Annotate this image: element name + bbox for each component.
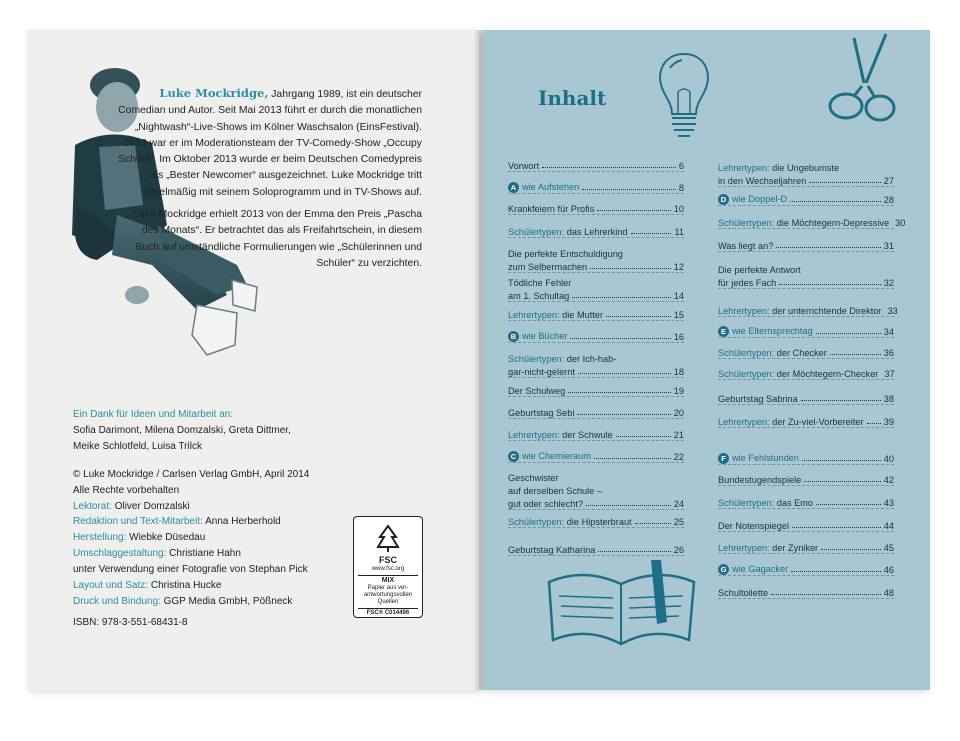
toc-entry-text: Geburtstag Sabrina bbox=[718, 394, 798, 404]
leader-dots bbox=[631, 232, 672, 234]
toc-page-number: 26 bbox=[673, 545, 684, 555]
leader-dots bbox=[816, 503, 881, 505]
leader-dots bbox=[606, 315, 671, 317]
leader-dots bbox=[577, 413, 670, 415]
toc-page-number: 42 bbox=[883, 475, 894, 485]
leader-dots bbox=[776, 246, 880, 248]
toc-entry bbox=[508, 405, 684, 419]
toc-entry-label bbox=[718, 417, 864, 427]
toc-entry bbox=[508, 224, 684, 238]
credit-druck: Druck und Bindung: GGP Media GmbH, Pößneck bbox=[73, 595, 293, 607]
toc-type-prefix: Schülertypen: bbox=[718, 218, 775, 228]
toc-entry bbox=[508, 351, 684, 378]
toc-entry-label bbox=[718, 521, 789, 531]
toc-entry-label bbox=[718, 543, 818, 553]
toc-entry bbox=[508, 180, 684, 194]
toc-entry bbox=[718, 518, 894, 532]
leader-dots bbox=[792, 526, 881, 528]
toc-entry-label bbox=[718, 348, 827, 358]
toc-entry bbox=[718, 391, 894, 405]
toc-entry-label bbox=[508, 486, 602, 496]
toc-entry-label bbox=[718, 564, 788, 575]
fsc-url: www.fsc.org bbox=[371, 566, 405, 572]
toc-page-number: 38 bbox=[883, 394, 894, 404]
rights: Alle Rechte vorbehalten bbox=[73, 484, 180, 496]
toc-entry bbox=[718, 160, 894, 187]
toc-entry-text: der Ich-hab- bbox=[566, 354, 617, 364]
leader-dots bbox=[597, 209, 670, 211]
thanks-line: Sofia Darimont, Milena Domzalski, Greta Dittmer, bbox=[73, 424, 291, 436]
toc-entry-label bbox=[718, 176, 806, 186]
toc-entry-label bbox=[718, 163, 839, 173]
toc-page-number: 40 bbox=[883, 454, 894, 464]
fsc-logo-icon bbox=[368, 523, 408, 553]
toc-entry bbox=[718, 215, 906, 229]
toc-type-prefix: Schülertypen: bbox=[508, 354, 565, 364]
toc-page-number: 25 bbox=[673, 517, 684, 527]
leader-dots bbox=[821, 548, 881, 550]
toc-entry bbox=[508, 514, 684, 528]
toc-entry bbox=[718, 366, 894, 380]
toc-entry bbox=[508, 246, 684, 273]
toc-entry bbox=[508, 427, 684, 441]
toc-entry-label bbox=[508, 249, 623, 259]
open-book-icon bbox=[539, 552, 704, 657]
toc-entry-label bbox=[508, 386, 565, 396]
toc-entry-text: Geburtstag Katharina bbox=[508, 545, 596, 555]
fsc-text: Quellen bbox=[377, 599, 399, 605]
toc-entry bbox=[718, 451, 894, 465]
toc-entry bbox=[718, 540, 894, 554]
credit-herstellung: Herstellung: Wiebke Düsedau bbox=[73, 532, 206, 544]
toc-entry-text: Der Schulweg bbox=[508, 386, 566, 396]
toc-page-number: 37 bbox=[884, 369, 895, 379]
toc-entry-label bbox=[718, 278, 776, 288]
toc-page-number: 48 bbox=[883, 588, 894, 598]
toc-entry-text: der Zu-viel-Vorbereiter bbox=[772, 417, 864, 427]
toc-entry-text: am 1. Schultag bbox=[508, 291, 570, 301]
toc-page-number: 21 bbox=[673, 430, 684, 440]
toc-title: Inhalt bbox=[538, 86, 607, 110]
toc-page-number: 43 bbox=[883, 498, 894, 508]
toc-entry-label bbox=[508, 430, 613, 440]
toc-entry-text: das Emo bbox=[776, 498, 814, 508]
toc-entry-text: Bundestugendspiele bbox=[718, 475, 802, 485]
toc-entry-label bbox=[718, 394, 798, 404]
toc-page-number: 44 bbox=[883, 521, 894, 531]
toc-entry-label bbox=[508, 331, 567, 342]
toc-entry-text: Geschwister bbox=[508, 473, 559, 483]
toc-type-prefix: Schülertypen: bbox=[718, 498, 775, 508]
toc-entry-text: wie Doppel-D bbox=[732, 193, 788, 204]
toc-entry-text: die Ungebumste bbox=[772, 163, 840, 173]
toc-page-number: 34 bbox=[883, 327, 894, 337]
toc-entry bbox=[508, 449, 684, 463]
toc-entry-text: gut oder schlecht? bbox=[508, 499, 584, 509]
toc-entry-label bbox=[508, 354, 616, 364]
toc-entry-text: der Checker bbox=[776, 348, 827, 358]
leader-dots bbox=[867, 422, 881, 424]
toc-type-prefix: Schülertypen: bbox=[508, 227, 565, 237]
toc-entry-label bbox=[718, 218, 889, 228]
toc-page-number: 20 bbox=[673, 408, 684, 418]
toc-page-number: 36 bbox=[883, 348, 894, 358]
toc-entry-label bbox=[508, 204, 594, 214]
bio-paragraph-1: Jahrgang 1989, ist ein deutscher Comedian und Autor. Seit Mai 2013 führt er durch die monatlichen „Nightwash“-Live-Shows im Kölner Waschsalon (EinsFestival). 2013 war er im Moderationsteam der TV-Comedy-Show „Occupy School“. Im Oktober 2013 wurde er beim Deutschen Comedypreis als „Bester Newcomer“ ausgezeichnet. Luke Mockridge tritt regelmäßig mit seinem Soloprogramm und in TV-Shows auf. bbox=[118, 89, 422, 198]
toc-page-number: 12 bbox=[673, 262, 684, 272]
toc-type-prefix: Schülertypen: bbox=[718, 348, 775, 358]
toc-entry bbox=[718, 345, 894, 359]
toc-entry-text: Geburtstag Sebi bbox=[508, 408, 575, 418]
toc-entry-label bbox=[508, 367, 575, 377]
credits bbox=[73, 407, 373, 610]
toc-entry bbox=[508, 201, 684, 215]
toc-page-number: 8 bbox=[678, 183, 684, 193]
fsc-logo bbox=[353, 516, 423, 618]
toc-entry-text: Der Notenspiegel bbox=[718, 521, 789, 531]
toc-entry-text: Was liegt an? bbox=[718, 241, 774, 251]
toc-page-number: 32 bbox=[883, 278, 894, 288]
toc-page-number: 39 bbox=[883, 417, 894, 427]
toc-entry bbox=[718, 495, 894, 509]
toc-entry-text: wie Chemieraum bbox=[522, 450, 591, 461]
toc-page-number: 19 bbox=[673, 386, 684, 396]
toc-entry-label bbox=[718, 306, 881, 316]
toc-type-prefix: Lehrertypen: bbox=[718, 417, 770, 427]
leader-dots bbox=[779, 283, 881, 285]
toc-entry-label bbox=[718, 588, 768, 598]
scissors-icon bbox=[814, 28, 904, 128]
toc-entry-text: der unterrichtende Direktor bbox=[772, 306, 882, 316]
toc-entry-text: wie Gagacker bbox=[732, 563, 789, 574]
toc-entry-label bbox=[718, 194, 787, 205]
toc-page-number: 10 bbox=[673, 204, 684, 214]
toc-entry bbox=[508, 158, 684, 172]
leader-dots bbox=[578, 372, 671, 374]
toc-page-number: 30 bbox=[895, 218, 906, 228]
letter-badge: F bbox=[718, 453, 729, 464]
toc-entry bbox=[508, 383, 684, 397]
letter-badge: A bbox=[508, 182, 519, 193]
leader-dots bbox=[830, 353, 881, 355]
leader-dots bbox=[635, 522, 671, 524]
toc-entry-text: auf derselben Schule – bbox=[508, 486, 602, 496]
toc-entry-label bbox=[508, 473, 559, 483]
leader-dots bbox=[572, 296, 670, 298]
fsc-mix: MIX bbox=[358, 575, 418, 585]
toc-entry-text: der Zyniker bbox=[772, 543, 819, 553]
toc-entry bbox=[718, 192, 894, 206]
toc-entry bbox=[718, 324, 894, 338]
leader-dots bbox=[771, 593, 881, 595]
toc-entry-label bbox=[508, 161, 539, 171]
fsc-brand: FSC bbox=[379, 555, 397, 565]
toc-entry-label bbox=[508, 227, 628, 237]
toc-entry bbox=[508, 542, 684, 556]
isbn: ISBN: 978-3-551-68431-8 bbox=[73, 617, 188, 628]
toc-entry bbox=[508, 329, 684, 343]
credit-lektorat: Lektorat: Oliver Domzalski bbox=[73, 500, 190, 512]
thanks-label: Ein Dank für Ideen und Mitarbeit an: bbox=[73, 409, 234, 420]
fsc-text: Papier aus ver- bbox=[367, 585, 409, 591]
leader-dots bbox=[801, 399, 881, 401]
toc-entry bbox=[718, 562, 894, 576]
toc-entry-text: die Mutter bbox=[562, 310, 604, 320]
leader-dots bbox=[791, 570, 881, 572]
toc-entry bbox=[718, 414, 894, 428]
leader-dots bbox=[568, 391, 671, 393]
toc-page-number: 11 bbox=[674, 227, 684, 237]
fsc-text: antwortungsvollen bbox=[363, 592, 413, 598]
toc-type-prefix: Lehrertypen: bbox=[718, 543, 770, 553]
toc-page-number: 28 bbox=[883, 195, 894, 205]
toc-page-number: 15 bbox=[673, 310, 684, 320]
toc-type-prefix: Schülertypen: bbox=[718, 369, 775, 379]
toc-entry-text: Die perfekte Antwort bbox=[718, 265, 801, 275]
thanks-line: Meike Schlotfeld, Luisa Trilck bbox=[73, 440, 202, 452]
toc-entry bbox=[718, 472, 894, 486]
toc-entry bbox=[718, 303, 898, 317]
toc-entry-text: die Möchtegern-Depressive bbox=[776, 218, 890, 228]
leader-dots bbox=[598, 550, 670, 552]
toc-entry-label bbox=[718, 369, 878, 379]
toc-page-number: 27 bbox=[883, 176, 894, 186]
toc-entry-label bbox=[508, 182, 579, 193]
toc-type-prefix: Lehrertypen: bbox=[718, 306, 770, 316]
toc-entry-text: Krankfeiern für Profis bbox=[508, 204, 595, 214]
credit-umschlag: Umschlaggestaltung: Christiane Hahn bbox=[73, 548, 241, 560]
leader-dots bbox=[616, 435, 671, 437]
toc-page-number: 24 bbox=[673, 499, 684, 509]
credit-layout: Layout und Satz: Christina Hucke bbox=[73, 580, 222, 592]
toc-entry-text: Die perfekte Entschuldigung bbox=[508, 249, 623, 259]
toc-entry-text: wie Aufstehen bbox=[522, 181, 580, 192]
fsc-code: FSC® C014496 bbox=[358, 608, 418, 618]
credit-redaktion: Redaktion und Text-Mitarbeit: Anna Herberhold bbox=[73, 516, 281, 528]
toc-entry-text: Tödliche Fehler bbox=[508, 278, 572, 288]
toc-entry-text: zum Selbermachen bbox=[508, 262, 588, 272]
leader-dots bbox=[582, 188, 676, 190]
toc-page-number: 45 bbox=[883, 543, 894, 553]
toc-page-number: 46 bbox=[883, 565, 894, 575]
toc-entry-label bbox=[718, 326, 813, 337]
letter-badge: B bbox=[508, 331, 519, 342]
toc-entry-text: der Möchtegern-Checker bbox=[776, 369, 879, 379]
leader-dots bbox=[590, 267, 671, 269]
letter-badge: G bbox=[718, 564, 729, 575]
toc-entry-text: der Schwule bbox=[562, 430, 613, 440]
toc-entry-text: das Lehrerkind bbox=[566, 227, 628, 237]
copyright: © Luke Mockridge / Carlsen Verlag GmbH, April 2014 bbox=[73, 468, 310, 480]
toc-entry-text: wie Bücher bbox=[522, 330, 568, 341]
letter-badge: D bbox=[718, 194, 729, 205]
toc-entry-label bbox=[508, 499, 583, 509]
toc-entry bbox=[718, 585, 894, 599]
letter-badge: C bbox=[508, 451, 519, 462]
toc-entry bbox=[508, 275, 684, 302]
leader-dots bbox=[542, 166, 676, 168]
left-page bbox=[27, 30, 479, 690]
toc-entry-text: wie Elternsprechtag bbox=[732, 325, 813, 336]
right-page bbox=[484, 30, 930, 690]
toc-entry bbox=[508, 307, 684, 321]
toc-page-number: 22 bbox=[673, 452, 684, 462]
leader-dots bbox=[570, 337, 670, 339]
leader-dots bbox=[594, 457, 671, 459]
toc-entry bbox=[718, 238, 894, 252]
toc-entry-text: für jedes Fach bbox=[718, 278, 777, 288]
toc-type-prefix: Lehrertypen: bbox=[718, 163, 770, 173]
credit-umschlag-note: unter Verwendung einer Fotografie von Stephan Pick bbox=[73, 564, 308, 576]
toc-entry-label bbox=[508, 451, 591, 462]
toc-type-prefix: Schülertypen: bbox=[508, 517, 565, 527]
letter-badge: E bbox=[718, 326, 729, 337]
toc-type-prefix: Lehrertypen: bbox=[508, 310, 560, 320]
toc-entry-label bbox=[508, 291, 569, 301]
toc-entry-label bbox=[718, 475, 801, 485]
toc-entry-text: Vorwort bbox=[508, 161, 540, 171]
toc-page-number: 6 bbox=[678, 161, 684, 171]
toc-page-number: 31 bbox=[883, 241, 894, 251]
leader-dots bbox=[790, 200, 881, 202]
leader-dots bbox=[802, 459, 881, 461]
author-bio bbox=[117, 85, 422, 278]
author-name: Luke Mockridge, bbox=[159, 86, 269, 100]
toc-entry-label bbox=[718, 265, 801, 275]
toc-page-number: 16 bbox=[673, 332, 684, 342]
toc-entry-label bbox=[508, 545, 595, 555]
toc-entry bbox=[718, 262, 894, 289]
toc-entry-text: wie Fehlstunden bbox=[732, 452, 799, 463]
leader-dots bbox=[816, 332, 881, 334]
toc-page-number: 18 bbox=[673, 367, 684, 377]
toc-entry-text: die Hipsterbraut bbox=[566, 517, 632, 527]
toc-entry-label bbox=[718, 498, 813, 508]
toc-entry-text: gar-nicht-gelernt bbox=[508, 367, 575, 377]
toc-entry-label bbox=[508, 310, 603, 320]
toc-entry-label bbox=[508, 408, 574, 418]
toc-entry-text: Schultoilette bbox=[718, 588, 769, 598]
toc-entry bbox=[508, 470, 684, 510]
toc-type-prefix: Lehrertypen: bbox=[508, 430, 560, 440]
leader-dots bbox=[804, 480, 880, 482]
toc-entry-text: in den Wechseljahren bbox=[718, 176, 807, 186]
toc-page-number: 33 bbox=[887, 306, 898, 316]
bio-paragraph-2: Luke Mockridge erhielt 2013 von der Emma den Preis „Pascha des Monats“. Er betrachtet das als Freifahrtschein, in diesem Buch auf umständliche Formulierungen wie „Schülerinnen und Schüler“ zu verzichten. bbox=[133, 209, 422, 269]
lightbulb-icon bbox=[652, 48, 716, 148]
toc-entry-label bbox=[508, 278, 571, 288]
toc-entry-label bbox=[718, 453, 799, 464]
toc-entry-label bbox=[508, 262, 587, 272]
toc-entry-label bbox=[508, 517, 632, 527]
leader-dots bbox=[809, 181, 881, 183]
toc-page-number: 14 bbox=[673, 291, 684, 301]
leader-dots bbox=[586, 504, 671, 506]
toc-entry-label bbox=[718, 241, 773, 251]
